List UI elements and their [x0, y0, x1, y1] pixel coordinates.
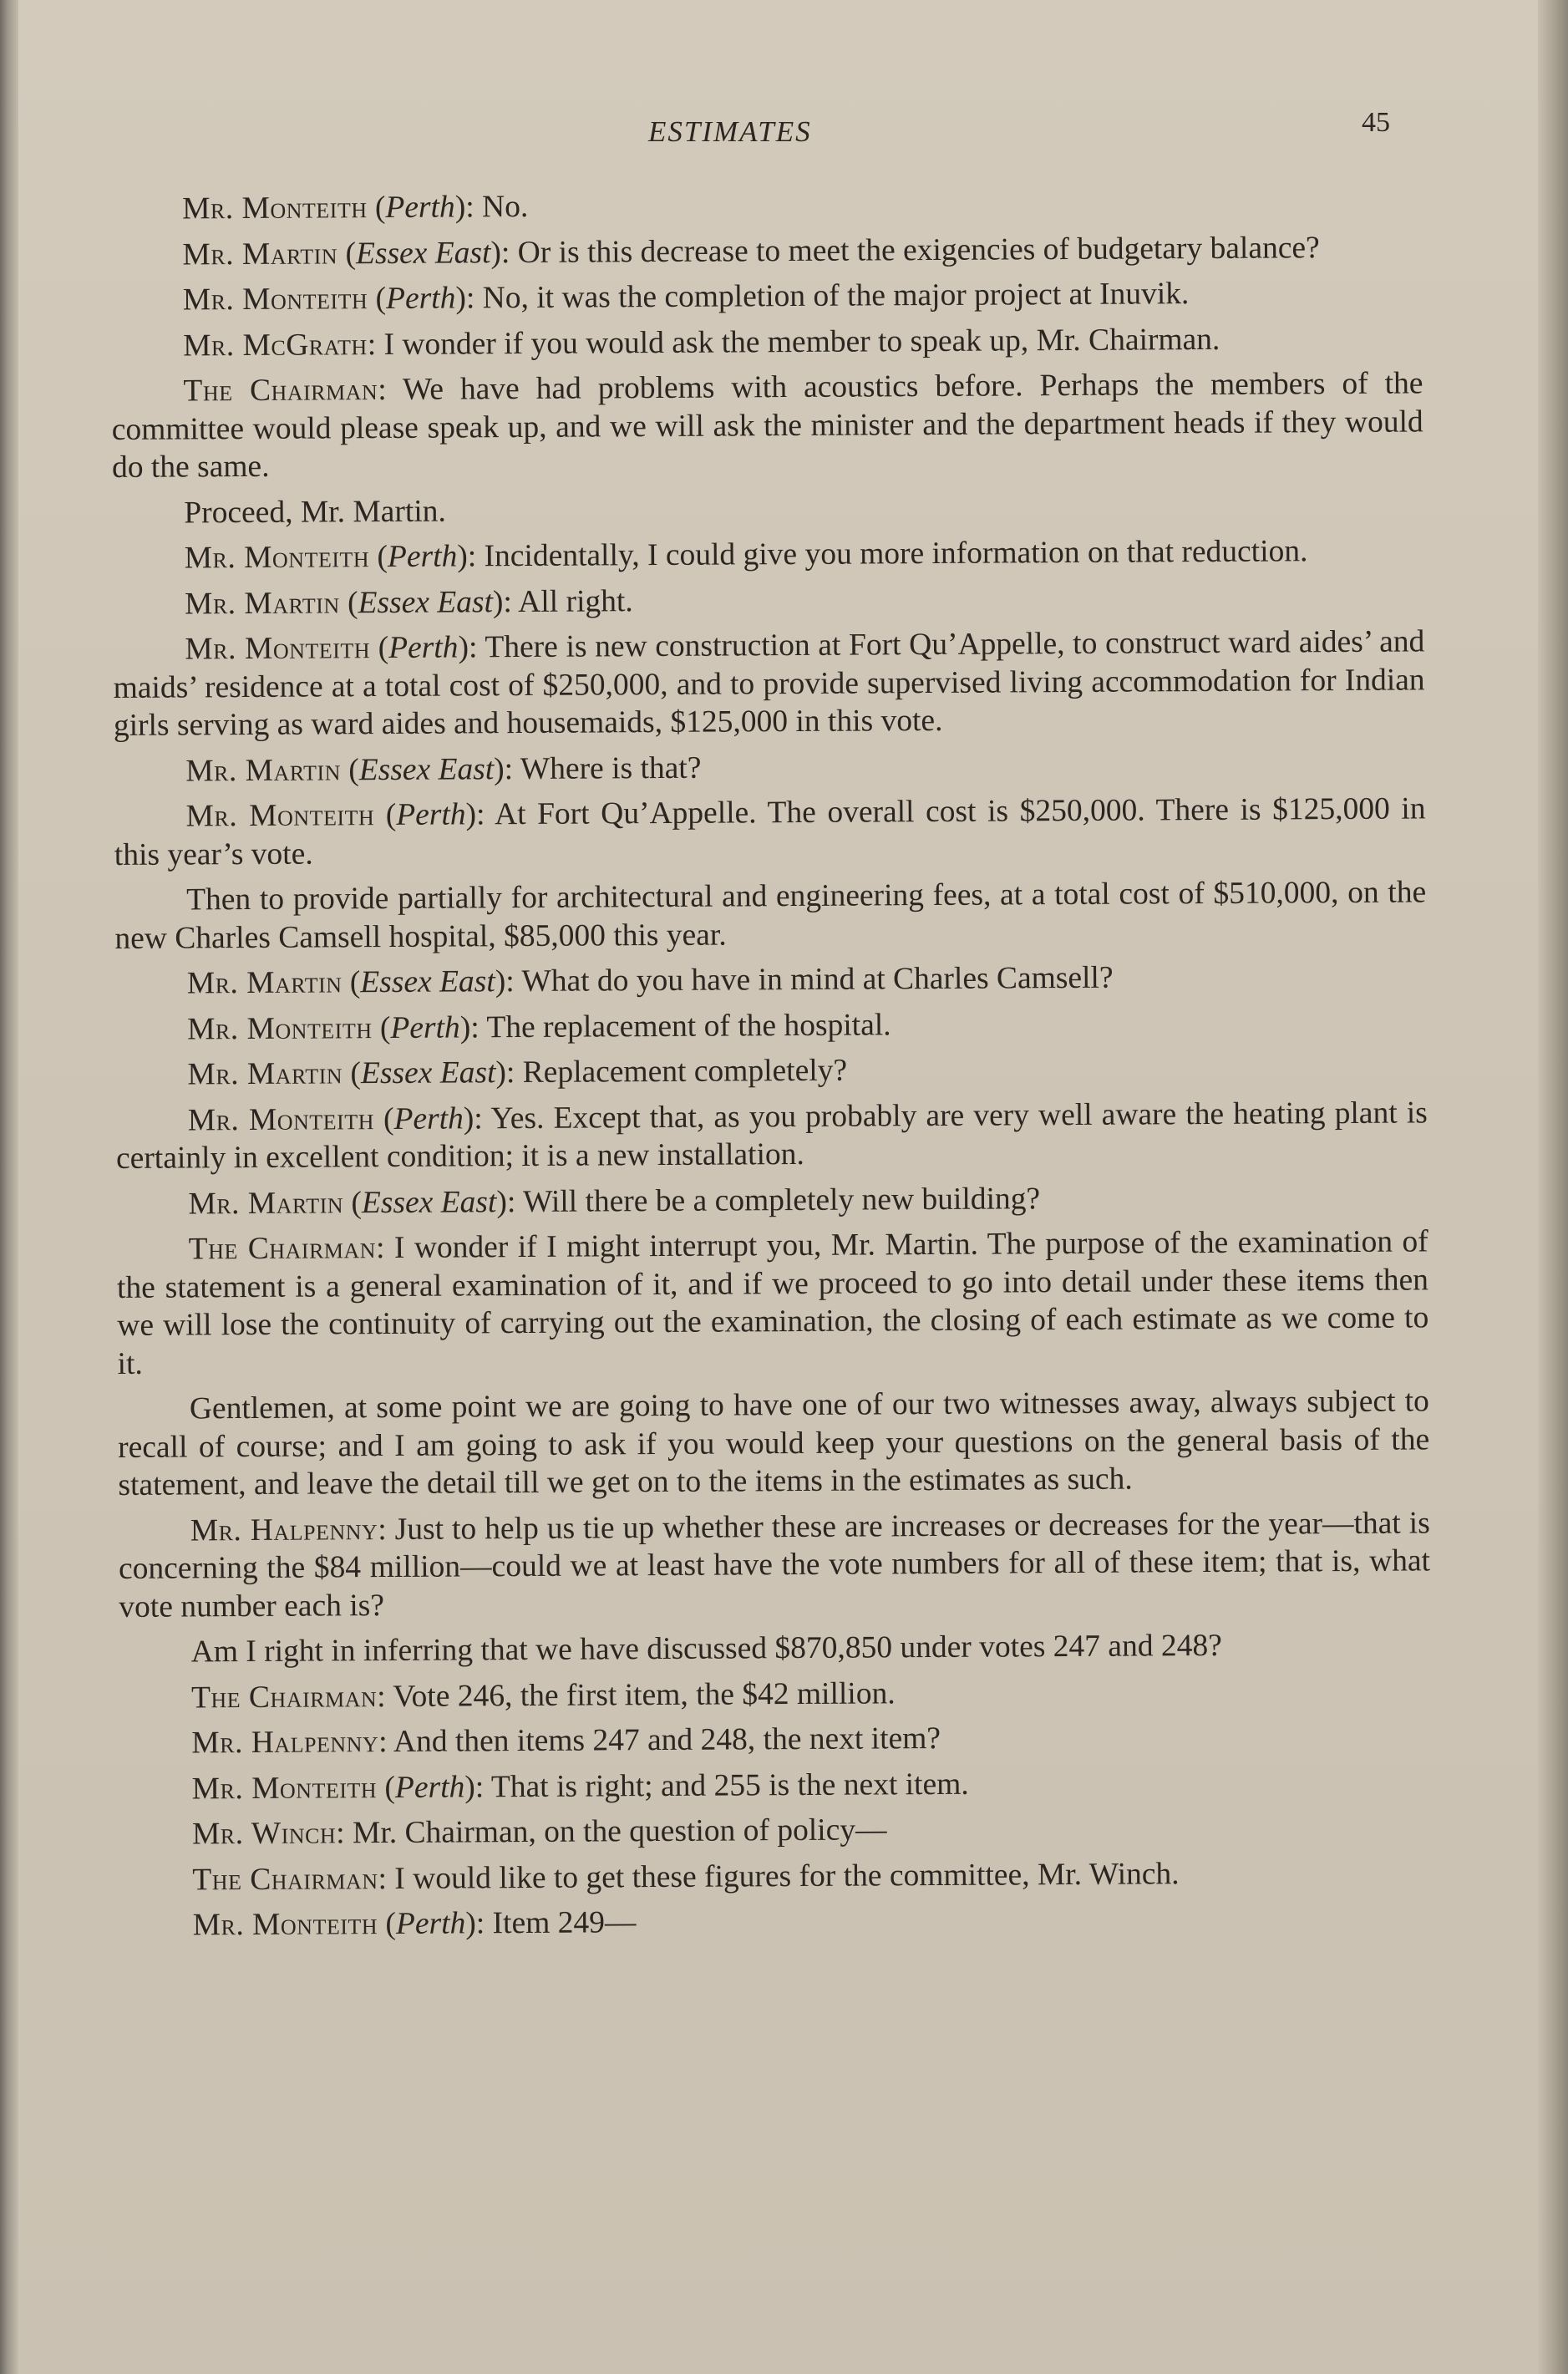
speaker-name: Mr. Monteith — [184, 540, 370, 576]
page-number: 45 — [1362, 107, 1390, 138]
paragraph-text: I wonder if you would ask the member to speak up, Mr. Chairman. — [383, 322, 1220, 362]
speaker-riding: Essex East — [355, 235, 491, 271]
paragraph-text: That is right; and 255 is the next item. — [490, 1767, 969, 1804]
transcript-paragraph — [112, 486, 1423, 532]
speaker-riding: Perth — [396, 797, 466, 832]
paragraph-text: Yes. Except that, as you probably are very well aware the heating plant is certainly in excellent condition; it is a new installation. — [115, 1095, 1428, 1176]
paragraph-text: Am I right in inferring that we have discussed $870,850 under votes 247 and 248? — [190, 1628, 1222, 1670]
paragraph-text: Gentlemen, at some point we are going to have one of our two witnesses away, always subject to recall of course; and I am going to ask if you would keep your questions on the general basis of the statement, and leave the detail till we get on to the items in the estimates as such. — [118, 1384, 1430, 1502]
transcript-paragraph — [118, 1382, 1430, 1504]
transcript-paragraph: The Chairman: I wonder if I might interrupt you, Mr. Martin. The purpose of the examination of the statement is a general examination of it, and if we proceed to go into detail under these items then we will lose the continuity of carrying out the examination, the closing of each estimate as we come to it. — [116, 1224, 1429, 1381]
transcript-paragraph: Mr. Monteith (Perth): Item 249— — [192, 1905, 637, 1943]
speaker-riding: Perth — [390, 1009, 460, 1045]
speaker-name: Mr. Monteith — [185, 798, 375, 834]
transcript-paragraph: Mr. Monteith (Perth): No, it was the completion of the major project at Inuvik. — [182, 277, 1190, 318]
speaker-name: Mr. Halpenny — [190, 1512, 378, 1548]
speaker-name: Mr. Monteith — [191, 1770, 378, 1806]
transcript-paragraph: The Chairman: Vote 246, the first item, the $42 million. — [190, 1675, 896, 1715]
paragraph-text: No, it was the completion of the major project at Inuvik. — [482, 277, 1190, 316]
paragraph-text: I would like to get these figures for the committee, Mr. Winch. — [394, 1856, 1180, 1896]
paragraph-text: Just to help us tie up whether these are increases or decreases for the year—that is concerning the $84 million—could we at least have the vote numbers for all of these item; that is, what vote number each is? — [118, 1505, 1431, 1624]
speaker-riding: Perth — [387, 539, 458, 574]
paragraph-text: And then items 247 and 248, the next item? — [393, 1721, 941, 1759]
transcript-paragraph: Mr. Monteith (Perth): That is right; and 255 is the next item. — [191, 1767, 969, 1806]
speaker-riding: Essex East — [361, 1184, 497, 1220]
speaker-name: Mr. Martin — [186, 965, 343, 1001]
speaker-name: Mr. Martin — [185, 752, 342, 788]
paragraph-text: Item 249— — [492, 1905, 637, 1941]
speaker-name: Mr. Monteith — [182, 191, 368, 226]
speaker-name: The Chairman — [188, 1231, 377, 1267]
transcript-paragraph: Mr. Monteith (Perth): There is new construction at Fort Qu’Appelle, to construct ward aides’ and maids’ residence at a total cost of $250,000, and to provide supervised living accommodation for Indian girls serving as ward aides and housemaids, $125,000 in this vote. — [113, 624, 1425, 743]
speaker-name: Mr. Monteith — [187, 1101, 375, 1137]
speaker-name: Mr. Martin — [184, 585, 340, 621]
binding-shadow — [0, 0, 18, 2374]
transcript-paragraph — [114, 873, 1427, 958]
paragraph-text: No. — [481, 189, 529, 225]
transcript-paragraph: Mr. Martin (Essex East): Replacement completely? — [187, 1053, 848, 1092]
paragraph-text: Mr. Chairman, on the question of policy— — [352, 1812, 887, 1851]
speaker-riding: Perth — [393, 1101, 464, 1136]
paragraph-text: Where is that? — [520, 750, 702, 786]
paragraph-text: All right. — [518, 583, 633, 619]
paragraph-text: We have had problems with acoustics before. Perhaps the members of the committee would please speak up, and we will ask the minister and the department heads if they would do the same. — [111, 366, 1423, 485]
speaker-name: Mr. Halpenny — [191, 1725, 379, 1761]
transcript-paragraph: Mr. Monteith (Perth): Incidentally, I could give you more information on that reduction. — [184, 534, 1308, 576]
paragraph-text: At Fort Qu’Appelle. The overall cost is $250,000. There is $125,000 in this year’s vote. — [114, 791, 1426, 872]
speaker-riding: Perth — [394, 1769, 465, 1805]
paragraph-text: Incidentally, I could give you more information on that reduction. — [484, 534, 1308, 574]
paragraph-text: The replacement of the hospital. — [486, 1007, 891, 1045]
speaker-name: Mr. Martin — [187, 1056, 343, 1092]
running-title: ESTIMATES — [648, 115, 812, 148]
transcript-paragraph: Mr. Monteith (Perth): At Fort Qu’Appelle. The overall cost is $250,000. There is $125,000 in this year’s vote. — [114, 791, 1426, 872]
transcript-paragraph: Mr. Halpenny: Just to help us tie up whether these are increases or decreases for the year—that is concerning the $84 million—could we at least have the vote numbers for all of these item; that is, what vote number each is? — [118, 1505, 1431, 1624]
paragraph-text: Replacement completely? — [522, 1053, 848, 1090]
paragraph-text: Or is this decrease to meet the exigencies of budgetary balance? — [517, 230, 1320, 270]
transcript-paragraph: Mr. Halpenny: And then items 247 and 248, the next item? — [191, 1721, 941, 1761]
speaker-name: The Chairman — [192, 1861, 378, 1897]
paragraph-text: Vote 246, the first item, the $42 million. — [393, 1675, 896, 1714]
speaker-riding: Perth — [385, 190, 455, 225]
paragraph-text: Then to provide partially for architectural and engineering fees, at a total cost of $510,000, on the new Charles Camsell hospital, $85,000 this year. — [114, 875, 1427, 956]
speaker-riding: Essex East — [360, 964, 495, 1000]
speaker-riding: Perth — [388, 630, 459, 665]
speaker-name: Mr. Martin — [182, 236, 338, 272]
transcript-paragraph: Mr. Martin (Essex East): All right. — [184, 583, 633, 621]
transcript-body — [110, 182, 1433, 1952]
speaker-riding: Essex East — [358, 584, 494, 620]
speaker-name: Mr. Martin — [188, 1185, 344, 1221]
speaker-riding: Perth — [385, 281, 456, 316]
speaker-name: The Chairman — [183, 373, 378, 409]
transcript-paragraph — [119, 1625, 1431, 1671]
transcript-paragraph: The Chairman: I would like to get these figures for the committee, Mr. Winch. — [192, 1856, 1180, 1897]
transcript-paragraph: Mr. Monteith (Perth): The replacement of the hospital. — [187, 1007, 891, 1046]
speaker-name: Mr. McGrath — [183, 327, 368, 363]
transcript-paragraph: Mr. Monteith (Perth): Yes. Except that, as you probably are very well aware the heating plant is certainly in excellent condition; it is a new installation. — [115, 1095, 1428, 1176]
paragraph-text: There is new construction at Fort Qu’Appelle, to construct ward aides’ and maids’ residence at a total cost of $250,000, and to provide supervised living accommodation for Indian girls serving as ward aides and housemaids, $125,000 in this vote. — [113, 624, 1425, 743]
speaker-name: Mr. Monteith — [185, 631, 371, 667]
page-edge — [1538, 0, 1568, 2374]
speaker-name: Mr. Monteith — [182, 282, 368, 318]
speaker-name: Mr. Winch — [191, 1816, 337, 1852]
paragraph-text: What do you have in mind at Charles Camsell? — [521, 960, 1114, 999]
transcript-paragraph: Mr. Martin (Essex East): Or is this decrease to meet the exigencies of budgetary balance? — [182, 230, 1320, 272]
paragraph-text: Will there be a completely new building? — [522, 1181, 1041, 1219]
transcript-paragraph: Mr. Monteith (Perth): No. — [182, 189, 529, 226]
speaker-riding: Essex East — [358, 751, 495, 787]
transcript-paragraph: Mr. Martin (Essex East): What do you have in mind at Charles Camsell? — [186, 960, 1114, 1001]
transcript-paragraph: Mr. Martin (Essex East): Will there be a completely new building? — [188, 1181, 1041, 1221]
transcript-paragraph: Mr. McGrath: I wonder if you would ask the member to speak up, Mr. Chairman. — [183, 322, 1220, 363]
transcript-paragraph: Mr. Winch: Mr. Chairman, on the question of policy— — [191, 1812, 887, 1852]
speaker-name: The Chairman — [190, 1679, 378, 1715]
page-header — [0, 107, 1568, 152]
speaker-name: Mr. Monteith — [187, 1010, 373, 1046]
paragraph-text: I wonder if I might interrupt you, Mr. Martin. The purpose of the examination of the statement is a general examination of it, and if we proceed to go into detail under these items then we will lose the continuity of carrying out the examination, the closing of each estimate as we come to it. — [116, 1224, 1429, 1381]
paragraph-text: Proceed, Mr. Martin. — [184, 494, 446, 530]
speaker-riding: Perth — [395, 1906, 466, 1941]
speaker-riding: Essex East — [360, 1055, 496, 1091]
transcript-paragraph: Mr. Martin (Essex East): Where is that? — [185, 750, 702, 788]
speaker-name: Mr. Monteith — [192, 1907, 378, 1943]
transcript-paragraph: The Chairman: We have had problems with acoustics before. Perhaps the members of the committee would please speak up, and we will ask the minister and the department heads if they would do the same. — [111, 366, 1423, 485]
